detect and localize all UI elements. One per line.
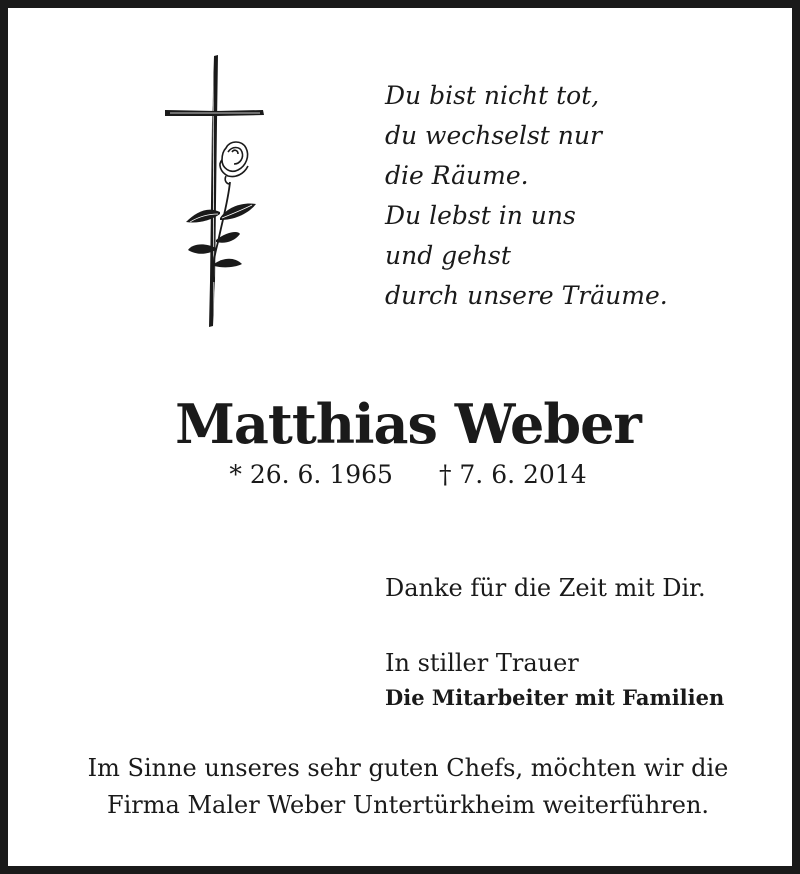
- poem-line: Du bist nicht tot,: [385, 81, 600, 110]
- life-dates: [8, 457, 800, 493]
- poem-line: Du lebst in uns: [385, 201, 576, 230]
- cross-with-rose-icon: [156, 52, 276, 332]
- signatories: Die Mitarbeiter mit Familien: [385, 685, 725, 710]
- poem-line: und gehst: [385, 241, 511, 270]
- closing-statement: [8, 750, 800, 824]
- birth-date: * 26. 6. 1965: [229, 460, 393, 489]
- mourning-line: In stiller Trauer: [385, 649, 579, 677]
- closing-line: Im Sinne unseres sehr guten Chefs, möchten wir die: [87, 754, 729, 782]
- poem-line: du wechselst nur: [385, 121, 602, 150]
- poem-line: die Räume.: [385, 161, 529, 190]
- closing-line: Firma Maler Weber Untertürkheim weiterführen.: [106, 791, 710, 819]
- poem-line: durch unsere Träume.: [385, 281, 668, 310]
- memorial-poem: [385, 76, 745, 316]
- deceased-name: Matthias Weber: [175, 392, 641, 456]
- death-date: † 7. 6. 2014: [438, 460, 587, 489]
- thanks-line: Danke für die Zeit mit Dir.: [385, 574, 706, 602]
